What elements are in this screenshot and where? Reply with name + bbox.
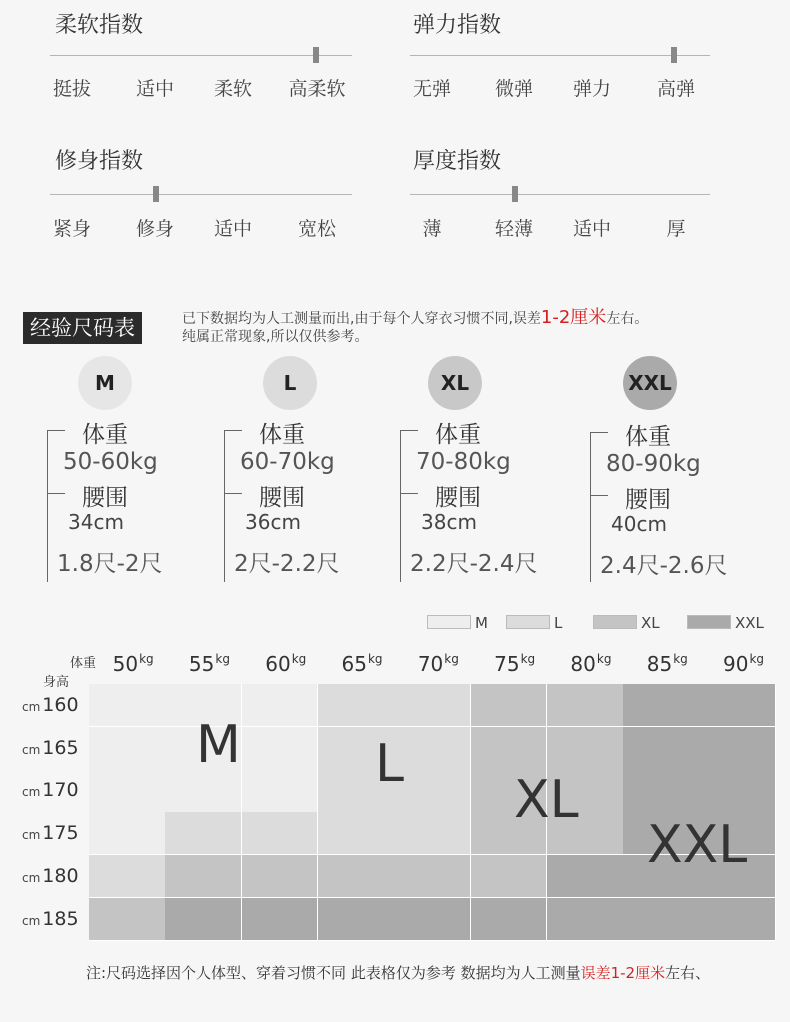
index-scale-line xyxy=(50,55,352,56)
weight-value: 90 xyxy=(723,652,749,676)
index-title: 柔软指数 xyxy=(55,13,144,38)
index-option: 紧身 xyxy=(52,218,92,240)
size-cell xyxy=(547,727,624,770)
weight-range: 60-70kg xyxy=(240,449,335,475)
bracket-line xyxy=(590,432,591,582)
legend-swatch xyxy=(687,615,731,629)
waist-label: 腰围 xyxy=(259,485,305,511)
chi-range: 1.8尺-2尺 xyxy=(57,551,163,577)
index-option: 弹力 xyxy=(572,78,612,100)
weight-axis-label: 体重 xyxy=(70,656,97,671)
weight-value: 85 xyxy=(646,652,673,676)
size-cell xyxy=(699,769,776,812)
height-value: 185 xyxy=(42,907,79,930)
size-cell xyxy=(699,727,776,770)
weight-value: 75 xyxy=(494,652,520,676)
size-cell xyxy=(242,855,319,898)
size-badge: XL xyxy=(428,356,482,410)
size-cell xyxy=(89,769,166,812)
index-level-marker xyxy=(671,47,677,63)
size-cell xyxy=(242,727,319,770)
size-cell xyxy=(547,684,624,727)
weight-header xyxy=(418,652,459,676)
bracket-line xyxy=(224,430,225,582)
index-option: 宽松 xyxy=(297,218,337,240)
size-cell xyxy=(394,812,471,855)
size-cell xyxy=(318,684,395,727)
index-option: 高柔软 xyxy=(288,78,346,100)
size-cell xyxy=(394,727,471,770)
size-cell xyxy=(623,898,700,941)
footer-note-tail: 左右、 xyxy=(665,964,711,982)
bracket-line xyxy=(47,430,48,582)
index-option: 轻薄 xyxy=(494,218,534,240)
size-cell xyxy=(471,684,548,727)
index-scale-line xyxy=(410,55,710,56)
height-value: 175 xyxy=(42,822,79,845)
weight-range: 50-60kg xyxy=(63,449,158,475)
weight-header xyxy=(494,652,535,676)
size-cell xyxy=(89,684,166,727)
legend-label: L xyxy=(554,614,563,632)
size-zone-label: XXL xyxy=(647,815,748,875)
index-option: 厚 xyxy=(666,218,686,240)
size-cell xyxy=(242,769,319,812)
size-cell xyxy=(394,898,471,941)
weight-unit: kg xyxy=(139,652,154,666)
height-unit: cm xyxy=(22,828,41,843)
height-value: 180 xyxy=(42,864,79,887)
height-axis-label: 身高 xyxy=(43,675,70,690)
waist-label: 腰围 xyxy=(82,485,128,511)
weight-header xyxy=(342,652,383,676)
size-cell xyxy=(623,684,700,727)
index-level-marker xyxy=(313,47,319,63)
weight-value: 70 xyxy=(417,652,444,676)
weight-value: 55 xyxy=(188,652,215,676)
chi-range: 2尺-2.2尺 xyxy=(234,551,340,577)
waist-value: 40cm xyxy=(611,512,667,536)
bracket-tick xyxy=(400,430,418,431)
size-cell xyxy=(242,898,319,941)
size-cell xyxy=(165,812,242,855)
index-option: 适中 xyxy=(213,218,253,240)
index-option: 薄 xyxy=(422,218,442,240)
weight-unit: kg xyxy=(444,652,459,666)
index-option: 适中 xyxy=(572,218,612,240)
bracket-tick xyxy=(47,493,65,494)
height-unit: cm xyxy=(22,742,41,757)
size-cell xyxy=(242,684,319,727)
weight-header xyxy=(189,652,230,676)
height-header xyxy=(22,737,79,759)
index-title: 修身指数 xyxy=(55,149,144,174)
legend-swatch xyxy=(506,615,550,629)
weight-value: 65 xyxy=(341,652,367,676)
waist-value: 38cm xyxy=(421,510,477,534)
weight-unit: kg xyxy=(215,652,230,666)
height-header xyxy=(22,865,79,887)
height-unit: cm xyxy=(22,785,41,800)
size-cell xyxy=(89,898,166,941)
height-unit: cm xyxy=(22,870,41,885)
size-cell xyxy=(89,812,166,855)
size-cell xyxy=(165,769,242,812)
weight-header xyxy=(113,652,154,676)
weight-unit: kg xyxy=(749,652,765,666)
index-option: 微弹 xyxy=(494,78,534,100)
legend-label: M xyxy=(475,614,488,632)
weight-header xyxy=(723,652,764,676)
height-header xyxy=(22,822,79,844)
height-unit: cm xyxy=(22,913,41,928)
weight-unit: kg xyxy=(367,652,383,666)
legend-label: XXL xyxy=(735,614,764,632)
weight-header xyxy=(647,652,688,676)
index-option: 柔软 xyxy=(213,78,253,100)
index-level-marker xyxy=(153,186,159,202)
height-header xyxy=(22,779,79,801)
index-option: 无弹 xyxy=(412,78,452,100)
height-value: 170 xyxy=(42,779,79,802)
index-option: 挺拔 xyxy=(52,78,92,100)
experience-size-title: 经验尺码表 xyxy=(23,312,142,344)
height-header xyxy=(22,908,79,930)
height-header xyxy=(22,694,79,716)
weight-range: 70-80kg xyxy=(416,449,511,475)
weight-header xyxy=(265,652,306,676)
bracket-tick xyxy=(224,430,242,431)
footer-note-highlight: 误差1-2厘米 xyxy=(580,964,666,982)
weight-label: 体重 xyxy=(435,422,481,448)
experience-note-highlight: 1-2厘米 xyxy=(540,307,607,328)
bracket-tick xyxy=(47,430,65,431)
experience-note-text: 已下数据均为人工测量而出,由于每个人穿衣习惯不同,误差 xyxy=(182,311,541,327)
weight-label: 体重 xyxy=(82,422,128,448)
legend-swatch xyxy=(427,615,471,629)
size-zone-label: XL xyxy=(514,770,579,830)
size-cell xyxy=(623,769,700,812)
experience-note xyxy=(182,309,648,346)
bracket-tick xyxy=(590,432,608,433)
chi-range: 2.4尺-2.6尺 xyxy=(600,553,728,579)
index-title: 厚度指数 xyxy=(413,149,502,174)
weight-unit: kg xyxy=(673,652,688,666)
size-cell xyxy=(165,898,242,941)
size-cell xyxy=(242,812,319,855)
weight-value: 80 xyxy=(570,652,596,676)
size-cell xyxy=(547,898,624,941)
weight-value: 60 xyxy=(265,652,291,676)
experience-note-tail: 左右。 xyxy=(606,311,649,327)
waist-label: 腰围 xyxy=(625,487,671,513)
waist-value: 34cm xyxy=(68,510,124,534)
waist-label: 腰围 xyxy=(435,485,481,511)
size-cell xyxy=(471,855,548,898)
size-cell xyxy=(394,684,471,727)
footer-note xyxy=(86,962,710,983)
size-cell xyxy=(471,898,548,941)
size-cell xyxy=(318,855,395,898)
size-cell xyxy=(699,684,776,727)
height-unit: cm xyxy=(22,700,41,714)
index-scale-line xyxy=(50,194,352,195)
height-value: 165 xyxy=(42,736,79,759)
weight-label: 体重 xyxy=(259,422,305,448)
legend-swatch xyxy=(593,615,637,629)
size-cell xyxy=(165,855,242,898)
size-cell xyxy=(547,855,624,898)
size-cell xyxy=(89,727,166,770)
size-badge: L xyxy=(263,356,317,410)
weight-header xyxy=(570,652,611,676)
index-scale-line xyxy=(410,194,710,195)
size-cell xyxy=(318,812,395,855)
weight-label: 体重 xyxy=(625,424,671,450)
size-cell xyxy=(699,898,776,941)
bracket-tick xyxy=(224,493,242,494)
bracket-tick xyxy=(400,493,418,494)
weight-range: 80-90kg xyxy=(606,451,701,477)
index-level-marker xyxy=(512,186,518,202)
size-cell xyxy=(623,727,700,770)
size-zone-label: L xyxy=(375,734,404,794)
size-badge: M xyxy=(78,356,132,410)
bracket-tick xyxy=(590,495,608,496)
chi-range: 2.2尺-2.4尺 xyxy=(410,551,538,577)
height-value: 160 xyxy=(42,694,79,716)
footer-note-text: 注:尺码选择因个人体型、穿着习惯不同 此表格仅为参考 数据均为人工测量 xyxy=(86,964,581,982)
size-zone-label: M xyxy=(196,715,241,775)
index-option: 适中 xyxy=(135,78,175,100)
weight-unit: kg xyxy=(291,652,307,666)
size-badge: XXL xyxy=(623,356,677,410)
legend-label: XL xyxy=(641,614,660,632)
waist-value: 36cm xyxy=(245,510,301,534)
index-title: 弹力指数 xyxy=(413,13,502,38)
index-option: 高弹 xyxy=(656,78,696,100)
size-cell xyxy=(394,855,471,898)
weight-unit: kg xyxy=(596,652,612,666)
size-cell xyxy=(471,727,548,770)
weight-value: 50 xyxy=(112,652,139,676)
index-option: 修身 xyxy=(135,218,175,240)
size-cell xyxy=(89,855,166,898)
bracket-line xyxy=(400,430,401,582)
size-cell xyxy=(394,769,471,812)
experience-note-line2: 纯属正常现象,所以仅供参考。 xyxy=(182,329,369,345)
weight-unit: kg xyxy=(520,652,536,666)
size-cell xyxy=(318,898,395,941)
